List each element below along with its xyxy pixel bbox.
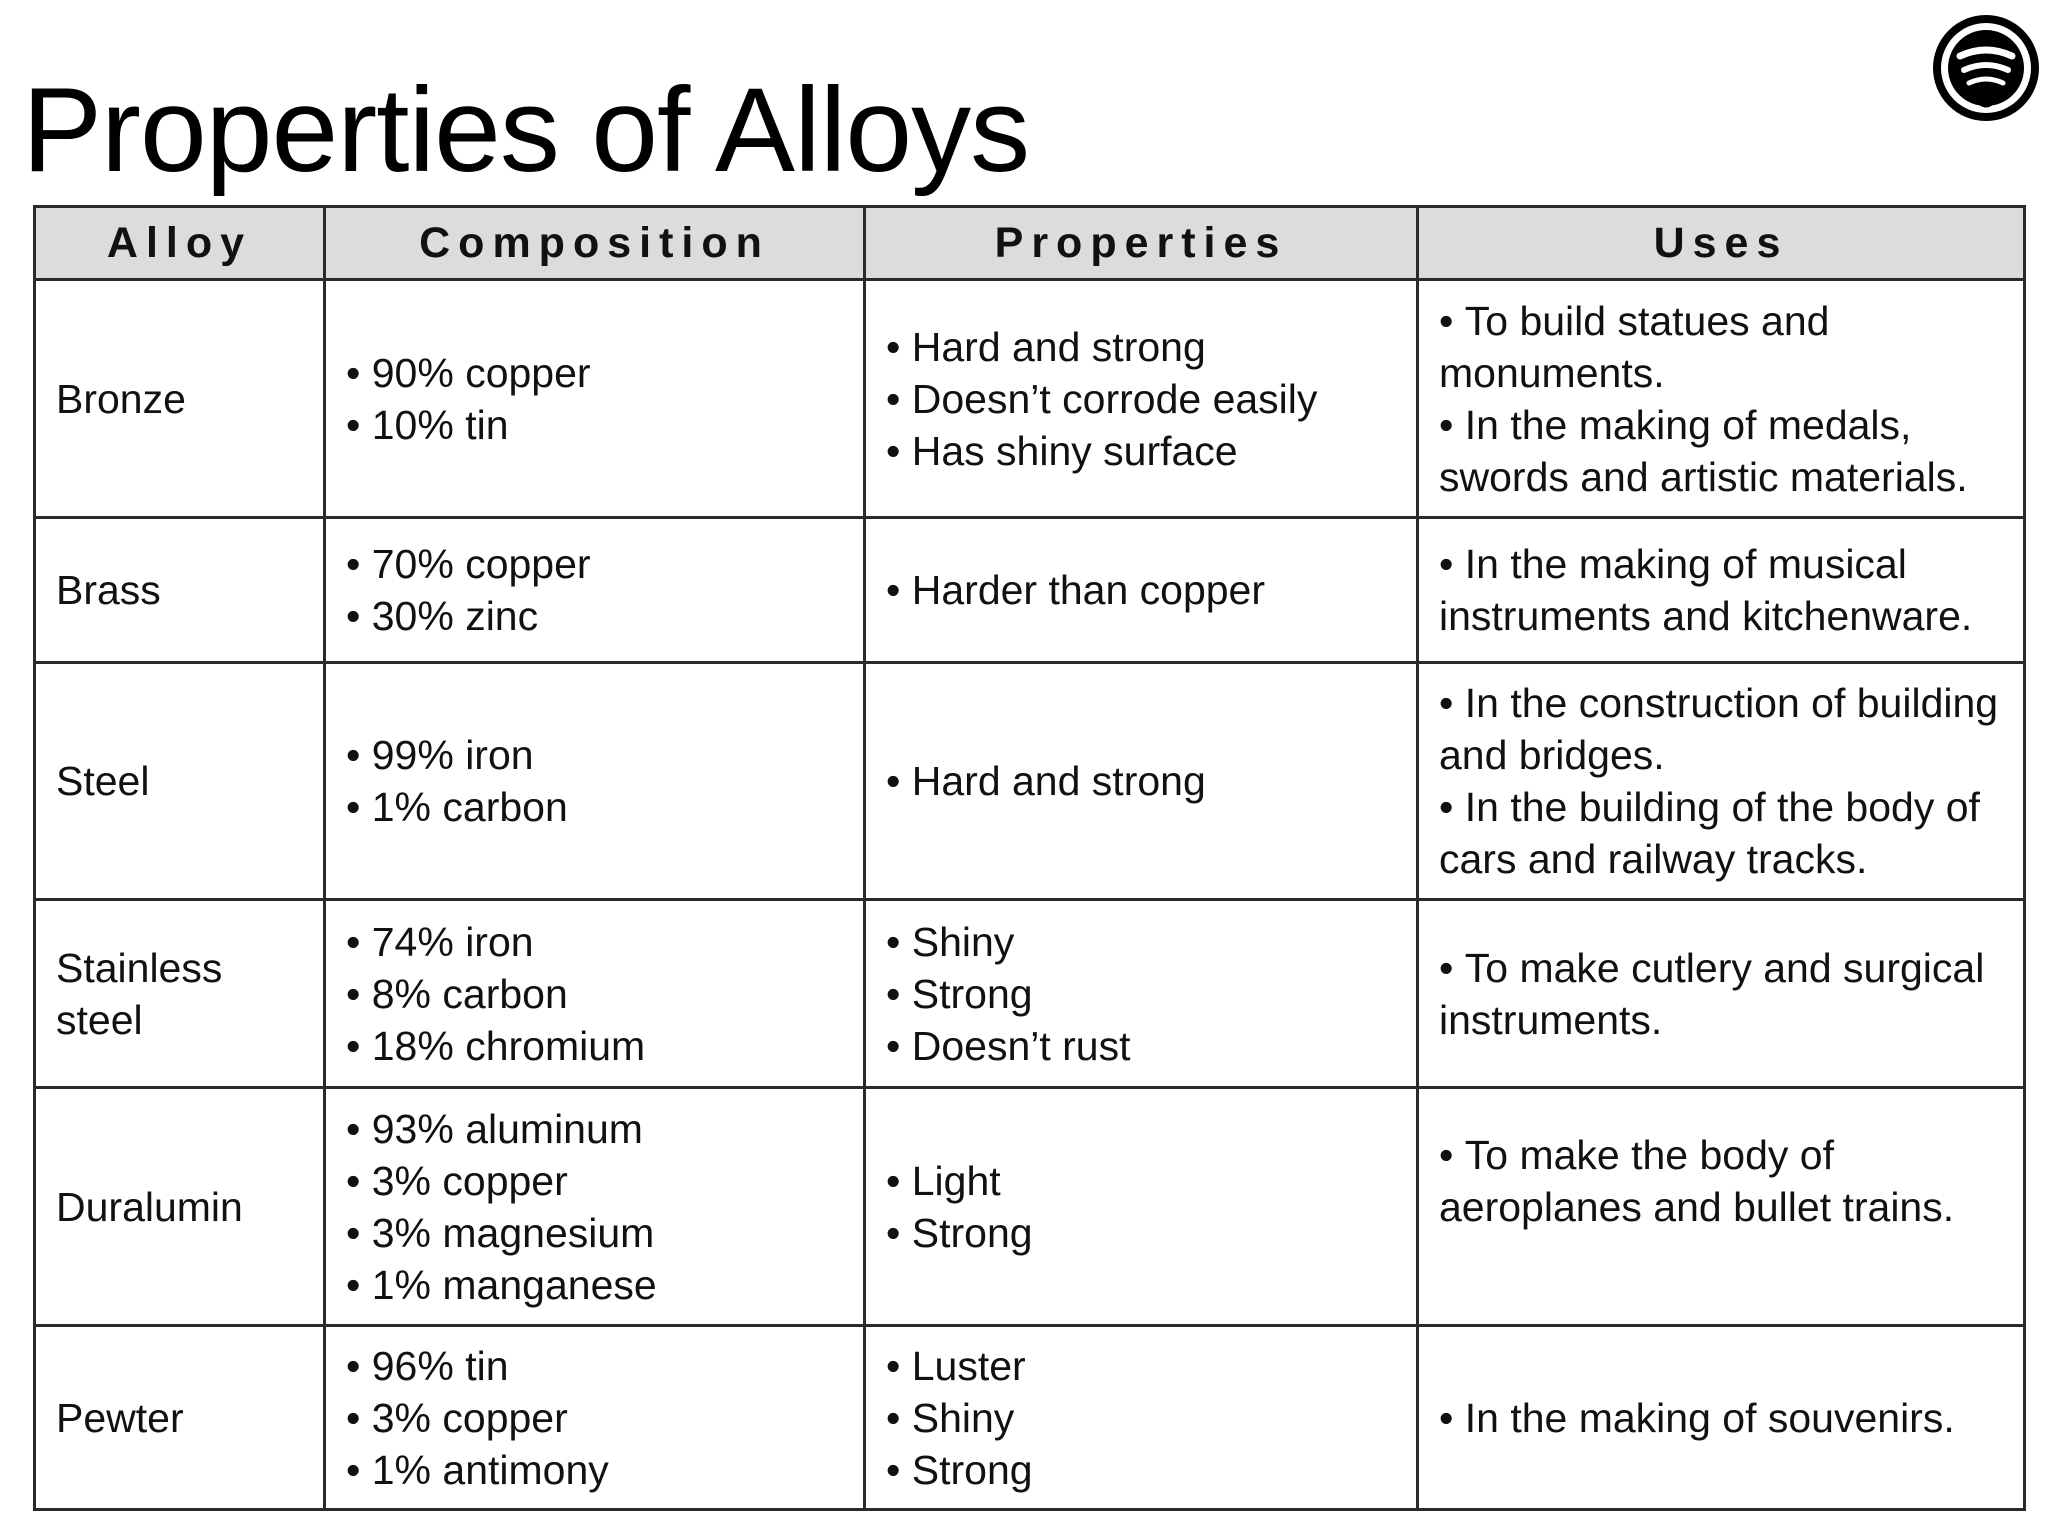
composition-item: • 3% copper [346,1392,843,1444]
composition-item: • 8% carbon [346,968,843,1020]
properties-cell [865,280,1418,518]
podcast-logo-icon [1930,12,2042,124]
composition-item: • 1% antimony [346,1444,843,1496]
use-item: • In the making of medals, swords and artistic materials. [1439,399,2003,503]
use-item: • In the building of the body of cars and railway tracks. [1439,781,2003,885]
alloy-name: Duralumin [35,1088,325,1326]
property-item: • Strong [886,968,1396,1020]
property-item: • Hard and strong [886,321,1396,373]
property-item: • Luster [886,1340,1396,1392]
properties-cell [865,663,1418,900]
uses-cell [1418,280,2025,518]
properties-cell [865,900,1418,1088]
uses-cell [1418,1326,2025,1510]
table-header-row [35,207,2025,280]
alloys-table [33,205,2026,1511]
property-item: • Has shiny surface [886,425,1396,477]
column-header-alloy: Alloy [35,207,325,280]
alloy-name: Stainless steel [35,900,325,1088]
property-item: • Strong [886,1207,1396,1259]
uses-cell [1418,1088,2025,1326]
use-item: • In the construction of building and bridges. [1439,677,2003,781]
property-item: • Hard and strong [886,755,1396,807]
composition-item: • 18% chromium [346,1020,843,1072]
use-item: • In the making of souvenirs. [1439,1392,2003,1444]
composition-item: • 70% copper [346,538,843,590]
properties-cell [865,518,1418,663]
table-row [35,663,2025,900]
table-row [35,280,2025,518]
table-row [35,1326,2025,1510]
property-item: • Shiny [886,916,1396,968]
uses-cell [1418,900,2025,1088]
uses-cell [1418,518,2025,663]
properties-cell [865,1088,1418,1326]
composition-item: • 90% copper [346,347,843,399]
use-item: • In the making of musical instruments and kitchenware. [1439,538,2003,642]
composition-item: • 1% carbon [346,781,843,833]
composition-item: • 30% zinc [346,590,843,642]
composition-item: • 74% iron [346,916,843,968]
alloy-name: Bronze [35,280,325,518]
composition-cell [325,900,865,1088]
composition-item: • 3% copper [346,1155,843,1207]
column-header-composition: Composition [325,207,865,280]
composition-item: • 93% aluminum [346,1103,843,1155]
alloy-name: Pewter [35,1326,325,1510]
property-item: • Harder than copper [886,564,1396,616]
alloy-name: Steel [35,663,325,900]
property-item: • Strong [886,1444,1396,1496]
table-row [35,1088,2025,1326]
page-title: Properties of Alloys [22,63,1030,197]
composition-cell [325,280,865,518]
composition-item: • 3% magnesium [346,1207,843,1259]
composition-item: • 1% manganese [346,1259,843,1311]
property-item: • Doesn’t rust [886,1020,1396,1072]
property-item: • Light [886,1155,1396,1207]
composition-cell [325,663,865,900]
column-header-uses: Uses [1418,207,2025,280]
table-row [35,518,2025,663]
uses-cell [1418,663,2025,900]
composition-cell [325,1088,865,1326]
composition-item: • 10% tin [346,399,843,451]
composition-item: • 96% tin [346,1340,843,1392]
use-item: • To make cutlery and surgical instruments. [1439,942,2003,1046]
property-item: • Doesn’t corrode easily [886,373,1396,425]
column-header-properties: Properties [865,207,1418,280]
use-item: • To make the body of aeroplanes and bullet trains. [1439,1129,2003,1233]
properties-cell [865,1326,1418,1510]
alloy-name: Brass [35,518,325,663]
property-item: • Shiny [886,1392,1396,1444]
composition-cell [325,518,865,663]
composition-cell [325,1326,865,1510]
use-item: • To build statues and monuments. [1439,295,2003,399]
composition-item: • 99% iron [346,729,843,781]
table-row [35,900,2025,1088]
